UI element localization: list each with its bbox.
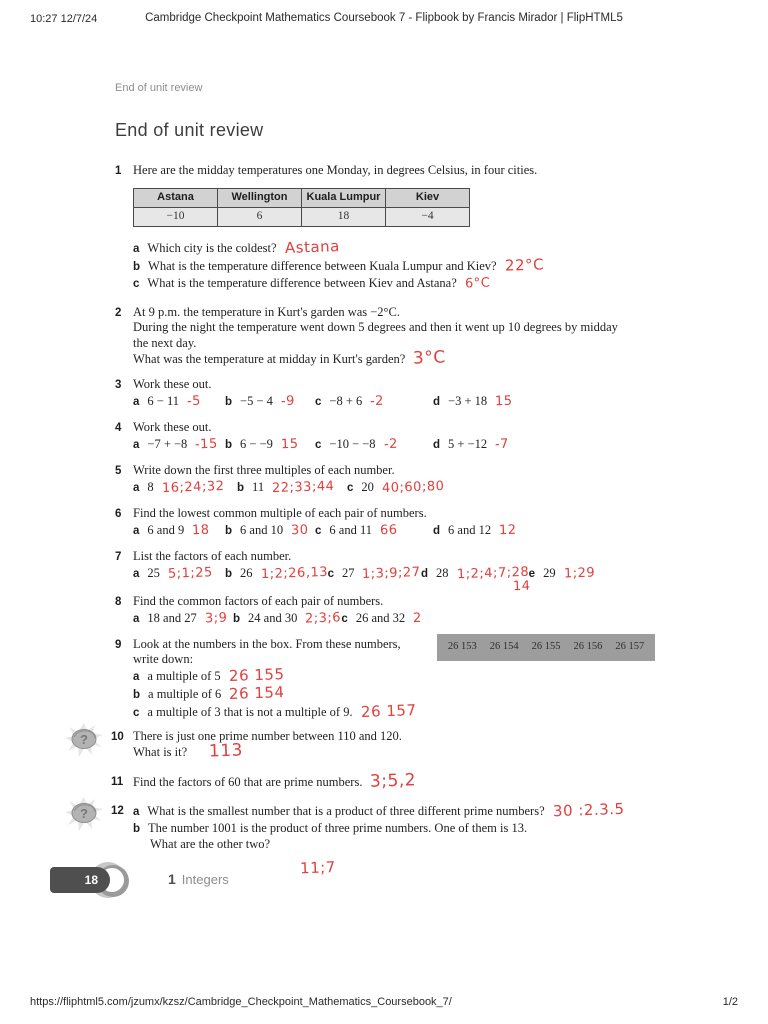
part-text: 26 and 32 (355, 611, 406, 625)
svg-text:?: ? (80, 731, 88, 747)
part-label: a (133, 670, 140, 683)
handwritten-answer: 3;5,2 (370, 769, 417, 792)
handwritten-answer: 40;60;80 (381, 478, 445, 497)
question-number: 5 (115, 464, 122, 477)
question-3 (115, 377, 720, 411)
print-url: https://fliphtml5.com/jzumx/kzsz/Cambridge_Checkpoint_Mathematics_Coursebook_7/ (30, 996, 452, 1008)
part-label: c (315, 525, 322, 537)
table-header-cell: Kuala Lumpur (302, 188, 386, 207)
question-number: 2 (115, 306, 122, 319)
question-text (150, 837, 720, 877)
print-header (0, 12, 768, 28)
question-number: 4 (115, 421, 122, 434)
part-label: d (433, 396, 441, 408)
part-text: 6 − 11 (147, 394, 179, 408)
handwritten-answer: -9 (280, 393, 296, 410)
document-title: Cambridge Checkpoint Mathematics Coursebook 7 - Flipbook by Francis Mirador | FlipHTML5 (145, 12, 623, 24)
part-text: 20 (361, 480, 374, 494)
question-part (133, 254, 720, 275)
part-label: c (347, 482, 354, 494)
print-footer (30, 996, 738, 1008)
table-value-row (134, 207, 470, 226)
question-number: 1 (115, 165, 122, 177)
part-label: e (528, 568, 536, 580)
brain-question-icon (65, 797, 103, 831)
question-8 (115, 594, 720, 628)
question-text: List the factors of each number. (133, 548, 292, 563)
question-1 (115, 163, 720, 293)
part-text: What is the temperature difference between Kuala Lumpur and Kiev? (148, 258, 497, 273)
brain-question-icon (65, 723, 103, 757)
handwritten-answer: 2 (412, 610, 423, 627)
question-text (133, 347, 720, 369)
handwritten-answer: 26 157 (360, 700, 417, 721)
question-7 (115, 548, 720, 594)
part-label: b (225, 568, 233, 580)
part-text: The number 1001 is the product of three prime numbers. One of them is 13. (148, 820, 528, 835)
part-label: a (133, 613, 140, 625)
handwritten-answer: 14 (512, 578, 531, 594)
part-label: b (133, 822, 141, 835)
chapter-label (168, 871, 229, 887)
table-header-cell: Wellington (218, 188, 302, 207)
parts-row (133, 523, 720, 540)
question-text: the next day. (133, 335, 197, 350)
question-part (133, 664, 720, 685)
box-number: 26 156 (573, 641, 603, 653)
part-text: −3 + 18 (448, 394, 488, 408)
part-text: 27 (341, 566, 355, 580)
question-part (133, 437, 225, 454)
part-label: b (233, 613, 241, 625)
question-text (133, 740, 720, 762)
question-part (133, 523, 225, 540)
question-text: Work these out. (133, 419, 212, 434)
question-part (347, 480, 444, 497)
question-number: 12 (111, 805, 124, 817)
print-page-indicator: 1/2 (722, 996, 738, 1008)
question-part (315, 394, 433, 411)
part-label: b (133, 688, 141, 701)
question-text: There is just one prime number between 110 and 120. (133, 728, 402, 743)
question-part (133, 394, 225, 411)
handwritten-answer: -2 (369, 393, 385, 410)
question-part (328, 566, 421, 583)
table-cell: −10 (134, 207, 218, 226)
svg-text:?: ? (80, 806, 88, 821)
handwritten-answer: 1;29 (563, 565, 596, 582)
handwritten-answer: 18 (191, 522, 211, 539)
question-6 (115, 506, 720, 540)
question-12 (80, 799, 720, 877)
question-part (133, 276, 720, 292)
question-part (225, 437, 315, 454)
handwritten-answer: 12 (498, 522, 517, 539)
question-part (225, 394, 315, 411)
part-text: −5 − 4 (240, 394, 273, 408)
box-number: 26 153 (447, 641, 477, 653)
part-text: 25 (147, 566, 160, 580)
chapter-number: 1 (168, 871, 176, 887)
handwritten-answer: 113 (208, 740, 244, 762)
question-text: Find the factors of 60 that are prime numbers. (133, 774, 363, 789)
part-label: d (420, 568, 428, 580)
question-text: What was the temperature at midday in Kurt's garden? (133, 352, 406, 366)
handwritten-answer: Astana (284, 236, 340, 257)
part-label: c (341, 613, 348, 625)
part-text: 6 and 12 (448, 523, 492, 537)
handwritten-answer: 11;7 (299, 857, 337, 877)
part-label: c (327, 568, 334, 580)
handwritten-answer: -2 (383, 436, 398, 453)
table-header-cell: Astana (134, 188, 218, 207)
part-label: a (133, 806, 140, 818)
part-label: d (433, 525, 441, 537)
handwritten-answer: 16;24;32 (161, 478, 225, 497)
part-text: 11 (252, 480, 265, 494)
running-head: End of unit review (115, 82, 203, 94)
handwritten-answer: -15 (195, 436, 219, 453)
question-part (133, 236, 720, 257)
part-text: What is the temperature difference between Kiev and Astana? (147, 275, 457, 290)
part-text: 5 + −12 (448, 437, 488, 451)
question-number: 9 (115, 638, 122, 651)
question-text: Find the common factors of each pair of numbers. (133, 593, 384, 608)
chapter-title: Integers (181, 872, 229, 887)
handwritten-answer: 1;3;9;27 (362, 564, 422, 583)
question-part (341, 611, 422, 628)
part-text: 6 and 10 (240, 523, 284, 537)
part-text: 6 and 9 (147, 523, 185, 537)
question-part (529, 566, 595, 583)
question-text: write down: (133, 652, 194, 666)
part-label: b (225, 439, 233, 451)
handwritten-answer: 1;2;4;7;28 (456, 564, 529, 583)
part-text: 28 (436, 566, 449, 580)
handwritten-answer: 66 (379, 522, 398, 539)
part-label: a (133, 242, 140, 255)
question-5 (115, 463, 720, 497)
part-label: a (133, 482, 140, 494)
table-cell: 18 (302, 207, 386, 226)
page-title: End of unit review (115, 120, 264, 140)
question-text: What are the other two? (150, 837, 271, 851)
table-cell: 6 (218, 207, 302, 226)
question-9 (115, 637, 720, 722)
part-text: 26 (240, 566, 253, 580)
question-part (133, 821, 720, 838)
handwritten-answer: 30 (290, 522, 309, 539)
question-2 (115, 305, 720, 368)
handwritten-answer: 5;1;25 (167, 565, 213, 582)
question-part (133, 799, 720, 821)
question-number: 7 (115, 550, 122, 563)
question-part (315, 437, 433, 454)
box-number: 26 154 (489, 641, 519, 653)
part-text: Which city is the coldest? (147, 240, 277, 255)
parts-row (133, 437, 720, 454)
part-label: a (133, 439, 140, 451)
handwritten-answer: 15 (494, 393, 513, 410)
parts-row (133, 394, 720, 411)
question-part (225, 566, 328, 583)
question-number: 3 (115, 378, 122, 391)
part-text: a multiple of 6 (148, 686, 222, 701)
temperature-table (133, 188, 470, 227)
question-text: What is it? (133, 745, 188, 759)
part-text: 6 − −9 (240, 437, 273, 451)
part-label: b (237, 482, 245, 494)
handwritten-answer: 26 155 (228, 664, 285, 685)
parts-row (133, 480, 720, 497)
part-label: c (315, 396, 322, 408)
handwritten-answer: -5 (186, 393, 202, 410)
part-label: c (315, 439, 322, 451)
table-header-cell: Kiev (386, 188, 470, 207)
question-part (133, 611, 233, 628)
part-label: b (225, 525, 233, 537)
question-4 (115, 420, 720, 454)
handwritten-answer: 6°C (464, 275, 491, 291)
box-number: 26 157 (615, 641, 645, 653)
question-part (133, 480, 237, 497)
question-part (233, 611, 341, 628)
parts-row (133, 611, 720, 628)
book-page (80, 82, 720, 878)
question-part (225, 523, 315, 540)
part-label: a (133, 396, 140, 408)
part-text: −10 − −8 (329, 437, 376, 451)
question-part (133, 682, 720, 703)
part-text: What is the smallest number that is a product of three different prime numbers? (147, 804, 545, 818)
question-text: Look at the numbers in the box. From these numbers, (133, 636, 401, 651)
question-part (433, 523, 517, 540)
part-label: b (133, 260, 141, 273)
part-label: a (133, 568, 140, 580)
question-part (237, 480, 347, 497)
handwritten-answer: 3°C (412, 347, 447, 369)
question-text: Here are the midday temperatures one Monday, in degrees Celsius, in four cities. (133, 163, 538, 177)
part-text: a multiple of 5 (147, 668, 221, 683)
print-timestamp: 10:27 12/7/24 (30, 13, 98, 25)
question-number: 8 (115, 595, 122, 608)
part-text: 18 and 27 (147, 611, 197, 625)
question-11 (111, 769, 720, 792)
question-part (133, 566, 225, 583)
question-number: 11 (111, 775, 124, 788)
handwritten-answer: -7 (494, 436, 510, 453)
question-part (433, 437, 509, 454)
question-part (133, 700, 720, 721)
numbers-box (437, 634, 655, 661)
handwritten-answer: 15 (280, 436, 299, 453)
part-text: 24 and 30 (248, 611, 298, 625)
table-cell: −4 (386, 207, 470, 226)
handwritten-answer: 2;3;6 (305, 610, 342, 627)
handwritten-answer: 1;2;26,13 (260, 564, 328, 583)
handwritten-answer: 22;33;44 (271, 478, 335, 497)
question-text: Find the lowest common multiple of each pair of numbers. (133, 505, 427, 520)
question-number: 6 (115, 507, 122, 520)
question-10 (80, 728, 720, 762)
question-text: Write down the first three multiples of each number. (133, 462, 395, 477)
question-text: During the night the temperature went down 5 degrees and then it went up 10 degrees by midday (133, 320, 618, 334)
part-label: c (133, 277, 140, 290)
part-label: b (225, 396, 233, 408)
handwritten-answer: 26 154 (228, 682, 286, 703)
question-number: 10 (111, 730, 124, 743)
part-text: 8 (147, 480, 154, 494)
part-text: 6 and 11 (329, 523, 372, 537)
parts-row (133, 566, 720, 583)
part-text: −7 + −8 (147, 437, 188, 451)
handwritten-answer: 3;9 (204, 610, 228, 627)
part-text: 29 (543, 566, 556, 580)
part-label: c (133, 706, 140, 719)
part-text: a multiple of 3 that is not a multiple of 9. (147, 704, 353, 719)
page-number-badge: 18 (50, 867, 110, 893)
table-header-row (134, 188, 470, 207)
box-number: 26 155 (531, 641, 561, 653)
handwritten-answer: 22°C (504, 254, 544, 275)
part-text: −8 + 6 (329, 394, 363, 408)
question-part (433, 394, 513, 411)
question-part (315, 523, 433, 540)
question-text: At 9 p.m. the temperature in Kurt's garden was −2°C. (133, 304, 401, 319)
part-label: a (133, 525, 140, 537)
part-label: d (433, 439, 441, 451)
question-text: Work these out. (133, 376, 212, 391)
handwritten-answer: 30 :2.3.5 (552, 799, 625, 821)
